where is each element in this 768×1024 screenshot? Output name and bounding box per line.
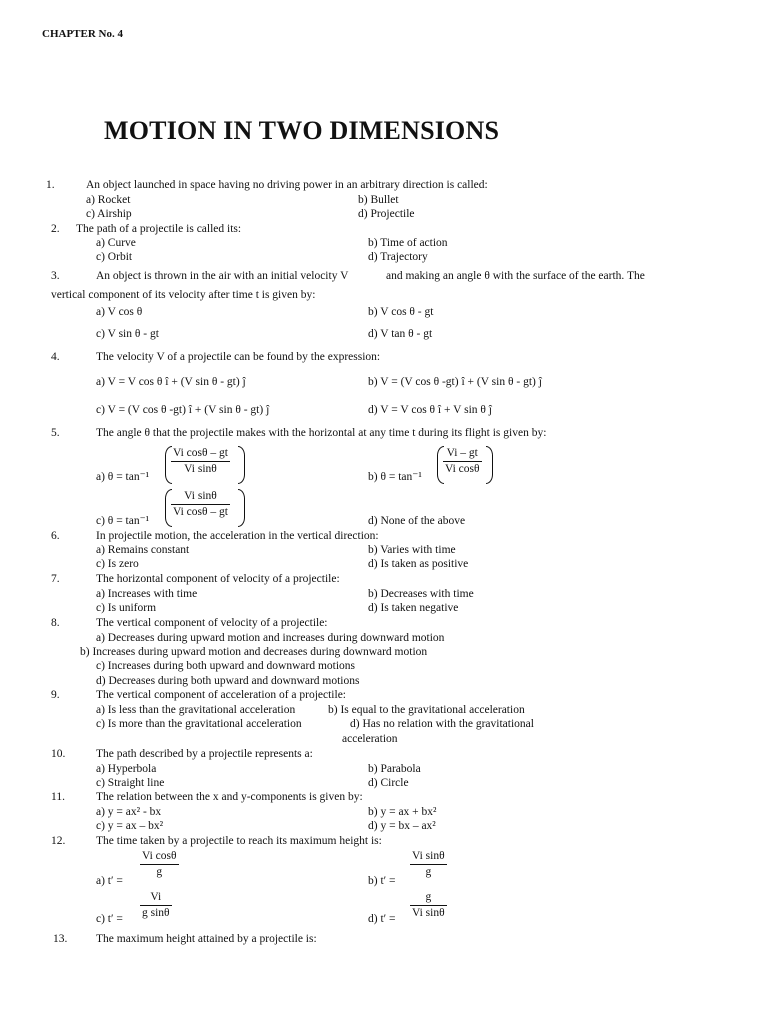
option-c: c) V sin θ - gt	[96, 328, 159, 340]
question-number: 4.	[51, 351, 60, 363]
page-title: MOTION IN TWO DIMENSIONS	[104, 116, 500, 145]
question-stem: The vertical component of velocity of a projectile:	[96, 617, 328, 629]
option-b: b) y = ax + bx²	[368, 806, 437, 818]
fraction-bar	[410, 864, 447, 865]
fraction-bar	[410, 905, 447, 906]
question-number: 12.	[51, 835, 66, 847]
option-a-fraction	[171, 447, 230, 476]
option-d: d) Decreases during both upward and downward motions	[96, 675, 360, 687]
option-b-label: b) t′ =	[368, 875, 396, 887]
question-number: 7.	[51, 573, 60, 585]
question-stem: An object launched in space having no driving power in an arbitrary direction is called:	[86, 179, 488, 191]
option-a: a) Decreases during upward motion and increases during downward motion	[96, 632, 445, 644]
option-d: d) V = V cos θ î + V sin θ ĵ	[368, 404, 493, 416]
option-a: a) Rocket	[86, 194, 131, 206]
option-c: c) Straight line	[96, 777, 165, 789]
fraction-denominator: g sinθ	[142, 907, 170, 920]
question-number: 9.	[51, 689, 60, 701]
option-a: a) Remains constant	[96, 544, 190, 556]
option-a: a) Increases with time	[96, 588, 198, 600]
option-b: b) Time of action	[368, 237, 448, 249]
option-d: d) Has no relation with the gravitational	[350, 718, 534, 730]
fraction-numerator: Vi – gt	[446, 447, 478, 459]
option-d: d) Trajectory	[368, 251, 428, 263]
option-c: c) y = ax – bx²	[96, 820, 164, 832]
option-c: c) Orbit	[96, 251, 133, 263]
question-stem: The maximum height attained by a projectile is:	[96, 933, 317, 945]
option-a: a) Is less than the gravitational acceleration	[96, 704, 296, 716]
option-b: b) Parabola	[368, 763, 421, 775]
question-stem: The vertical component of acceleration of a projectile:	[96, 689, 347, 701]
fraction-denominator: g	[425, 866, 432, 879]
fraction-denominator: Vi cosθ – gt	[173, 506, 228, 519]
option-c: c) Is uniform	[96, 602, 157, 614]
option-b: b) Is equal to the gravitational acceleration	[328, 704, 525, 716]
option-d: d) Is taken as positive	[368, 558, 469, 570]
question-stem: The angle θ that the projectile makes with the horizontal at any time t during its flight is given by:	[96, 427, 547, 439]
paren-right	[486, 446, 493, 484]
fraction-bar	[140, 905, 172, 906]
option-c: c) Is more than the gravitational acceleration	[96, 718, 302, 730]
fraction-numerator: Vi cosθ	[142, 850, 177, 862]
fraction-numerator: g	[425, 891, 432, 903]
option-a: a) y = ax² - bx	[96, 806, 162, 818]
fraction-numerator: Vi sinθ	[184, 490, 217, 502]
paren-right	[238, 446, 245, 484]
option-d: d) Circle	[368, 777, 409, 789]
question-number: 11.	[51, 791, 65, 803]
question-number: 3.	[51, 270, 60, 282]
option-c: c) V = (V cos θ -gt) î + (V sin θ - gt) ĵ	[96, 404, 270, 416]
option-c: c) Increases during both upward and downward motions	[96, 660, 356, 672]
option-b: b) Bullet	[358, 194, 399, 206]
option-b: b) V cos θ - gt	[368, 306, 434, 318]
paren-right	[238, 489, 245, 527]
question-stem: The path of a projectile is called its:	[76, 223, 242, 235]
option-c-fraction	[171, 490, 230, 519]
option-b-fraction	[410, 850, 447, 879]
option-d: d) Projectile	[358, 208, 415, 220]
question-stem: The path described by a projectile represents a:	[96, 748, 313, 760]
option-a: a) Hyperbola	[96, 763, 157, 775]
fraction-bar	[443, 461, 482, 462]
option-c-label: c) θ = tan⁻¹	[96, 515, 150, 527]
fraction-bar	[171, 504, 230, 505]
option-d: d) Is taken negative	[368, 602, 459, 614]
question-number: 13.	[53, 933, 68, 945]
fraction-numerator: Vi sinθ	[412, 850, 445, 862]
option-c-fraction	[140, 891, 172, 920]
option-b: b) Increases during upward motion and decreases during downward motion	[80, 646, 428, 658]
fraction-denominator: Vi sinθ	[184, 463, 217, 476]
option-d-cont: acceleration	[342, 733, 398, 745]
option-a-label: a) θ = tan⁻¹	[96, 471, 150, 483]
fraction-denominator: Vi cosθ	[445, 463, 480, 476]
option-c: c) Is zero	[96, 558, 139, 570]
option-b-fraction	[443, 447, 482, 476]
chapter-label: CHAPTER No. 4	[42, 28, 123, 40]
option-b: b) Decreases with time	[368, 588, 474, 600]
question-stem: An object is thrown in the air with an initial velocity V	[96, 270, 349, 282]
option-d: d) None of the above	[368, 515, 466, 527]
option-d: d) y = bx – ax²	[368, 820, 436, 832]
question-stem: The time taken by a projectile to reach its maximum height is:	[96, 835, 382, 847]
question-stem-line2: vertical component of its velocity after time t is given by:	[51, 289, 316, 301]
option-b: b) V = (V cos θ -gt) î + (V sin θ - gt) ĵ	[368, 376, 542, 388]
question-stem: The horizontal component of velocity of a projectile:	[96, 573, 340, 585]
option-a: a) Curve	[96, 237, 136, 249]
fraction-bar	[140, 864, 179, 865]
question-number: 1.	[46, 179, 55, 191]
question-stem: The relation between the x and y-components is given by:	[96, 791, 363, 803]
fraction-numerator: Vi cosθ – gt	[173, 447, 228, 459]
option-d: d) V tan θ - gt	[368, 328, 433, 340]
question-number: 6.	[51, 530, 60, 542]
question-stem-cont: and making an angle θ with the surface of the earth. The	[386, 270, 645, 282]
question-stem: In projectile motion, the acceleration in the vertical direction:	[96, 530, 379, 542]
question-number: 8.	[51, 617, 60, 629]
question-number: 2.	[51, 223, 60, 235]
option-d-fraction	[410, 891, 447, 920]
option-c: c) Airship	[86, 208, 132, 220]
option-b-label: b) θ = tan⁻¹	[368, 471, 422, 483]
question-number: 5.	[51, 427, 60, 439]
option-d-label: d) t′ =	[368, 913, 396, 925]
option-a: a) V = V cos θ î + (V sin θ - gt) ĵ	[96, 376, 246, 388]
option-a-fraction	[140, 850, 179, 879]
option-b: b) Varies with time	[368, 544, 456, 556]
fraction-denominator: g	[156, 866, 163, 879]
option-c-label: c) t′ =	[96, 913, 123, 925]
question-stem: The velocity V of a projectile can be found by the expression:	[96, 351, 381, 363]
fraction-denominator: Vi sinθ	[412, 907, 445, 920]
fraction-bar	[171, 461, 230, 462]
option-a: a) V cos θ	[96, 306, 143, 318]
fraction-numerator: Vi	[150, 891, 162, 903]
option-a-label: a) t′ =	[96, 875, 123, 887]
question-number: 10.	[51, 748, 66, 760]
